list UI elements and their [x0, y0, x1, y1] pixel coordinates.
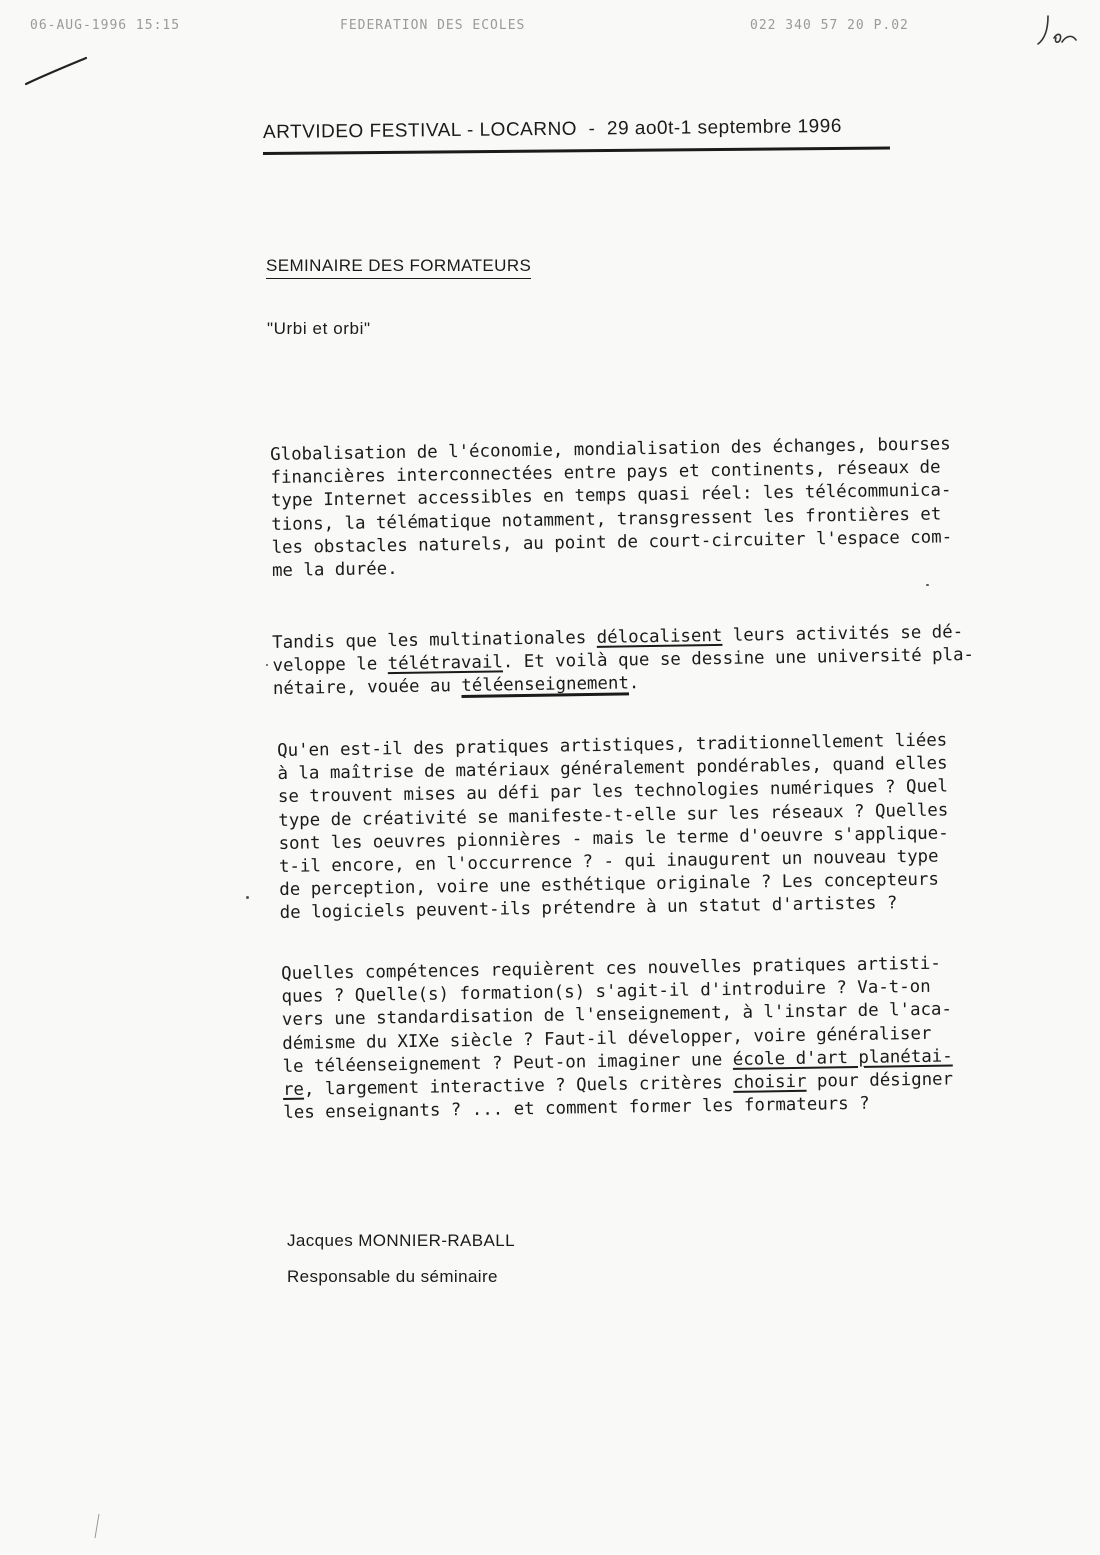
text-line: les obstacles naturels, au point de court-circuiter l'espace com-	[271, 527, 953, 558]
paragraph-delocalisation	[272, 620, 1033, 701]
text-run: le téléenseignement ? Peut-on imaginer une	[282, 1049, 733, 1077]
text-line: type de créativité se manifeste-t-elle sur les réseaux ? Quelles	[278, 800, 949, 831]
signature-block	[287, 1223, 515, 1295]
text-run: nétaire, vouée au	[272, 676, 462, 700]
fax-date: 06-AUG-1996 15:15	[30, 18, 181, 33]
underlined-term: re	[282, 1079, 305, 1100]
title-underline-rule	[263, 147, 890, 155]
underlined-term: délocalisent	[596, 625, 723, 648]
text-run: veloppe le	[272, 654, 388, 677]
text-line: les enseignants ? ... et comment former les formateurs ?	[283, 1093, 870, 1124]
text-line: Globalisation de l'économie, mondialisation des échanges, bourses	[270, 434, 951, 465]
underlined-term: téléenseignement	[461, 673, 630, 697]
text-line: se trouvent mises au défi par les technologies numériques ? Quel	[277, 776, 949, 808]
text-line: de logiciels peuvent-ils prétendre à un statut d'artistes ?	[279, 893, 898, 924]
text-run: . Et voilà que se dessine une université pla-	[502, 645, 975, 673]
paragraph-globalisation	[270, 432, 1032, 583]
text-run: , largement interactive ? Quels critères	[303, 1072, 734, 1100]
paragraph-competences	[281, 951, 1043, 1125]
underlined-term: choisir	[733, 1071, 807, 1093]
signatory-name: Jacques MONNIER-RABALL	[287, 1231, 515, 1250]
fax-number: 022 340 57 20 P.02	[750, 18, 909, 33]
underlined-term: école d'art planétai-	[732, 1046, 953, 1070]
scan-speck	[266, 664, 268, 666]
fax-sender: FEDERATION DES ECOLES	[340, 18, 526, 33]
text-line: démisme du XIXe siècle ? Faut-il développer, voire généraliser	[282, 1023, 932, 1054]
handwritten-initials	[1032, 12, 1082, 52]
paragraph-artistic-practices	[277, 728, 1040, 925]
fax-transmission-header	[30, 14, 1050, 36]
pen-stroke-mark	[22, 52, 92, 92]
seminar-heading: SEMINAIRE DES FORMATEURS	[266, 256, 531, 279]
scan-stroke	[92, 1512, 102, 1540]
signatory-role: Responsable du séminaire	[287, 1267, 498, 1286]
text-run: Tandis que les multinationales	[272, 627, 597, 653]
text-line: Quelles compétences requièrent ces nouvelles pratiques artisti-	[281, 953, 941, 984]
text-line: Qu'en est-il des pratiques artistiques, traditionnellement liées	[277, 730, 948, 761]
text-run: .	[628, 673, 640, 694]
scan-speck	[246, 896, 249, 899]
text-line: de perception, voire une esthétique originale ? Les concepteurs	[279, 869, 940, 901]
text-line: tions, la télématique notamment, transgressent les frontières et	[271, 504, 942, 535]
text-line: t-il encore, en l'occurrence ? - qui inaugurent un nouveau type	[278, 846, 939, 877]
text-line: sont les oeuvres pionnières - mais le terme d'oeuvre s'applique-	[278, 823, 949, 854]
text-line: type Internet accessibles en temps quasi réel: les télécommunica-	[270, 480, 952, 512]
underlined-term: télétravail	[387, 652, 504, 675]
text-line: à la maîtrise de matériaux généralement pondérables, quand elles	[277, 753, 948, 785]
festival-title: ARTVIDEO FESTIVAL - LOCARNO - 29 ao0t-1 septembre 1996	[262, 115, 842, 143]
seminar-subtitle: "Urbi et orbi"	[267, 319, 371, 338]
text-line: ques ? Quelle(s) formation(s) s'agit-il d'introduire ? Va-t-on	[281, 976, 931, 1008]
scan-speck	[926, 584, 929, 586]
text-line: financières interconnectées entre pays et continents, réseaux de	[270, 457, 941, 489]
text-run: leurs activités se dé-	[722, 622, 964, 646]
text-line: vers une standardisation de l'enseignement, à l'instar de l'aca-	[281, 999, 953, 1031]
text-line: me la durée.	[271, 558, 398, 581]
text-run: pour désigner	[806, 1069, 954, 1092]
